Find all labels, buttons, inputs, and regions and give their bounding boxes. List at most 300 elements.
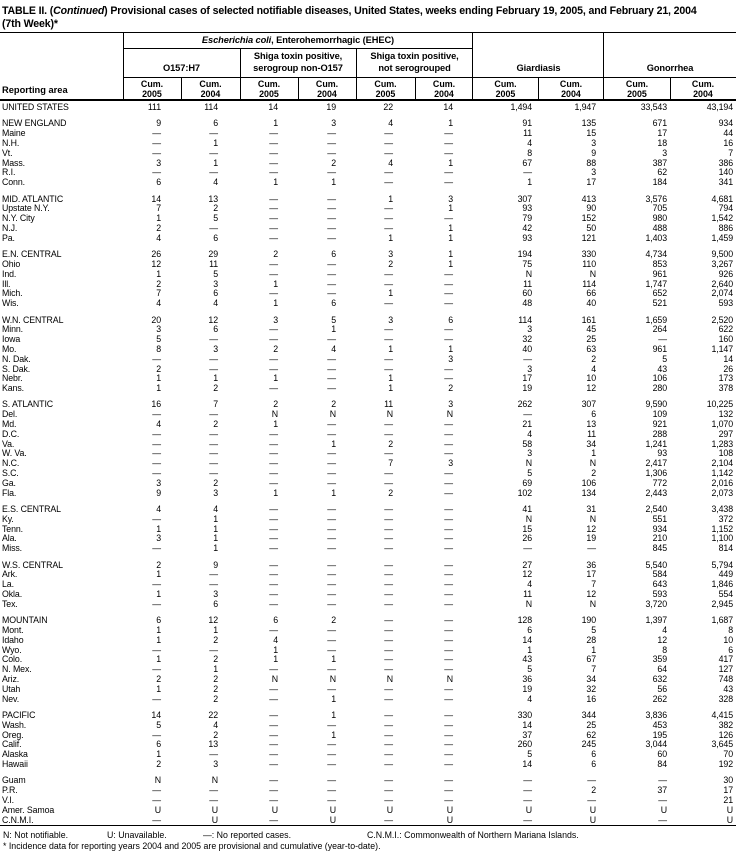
cell: — — [269, 589, 278, 600]
cell: — — [152, 147, 161, 158]
cell: 3 — [213, 343, 218, 354]
row-label: Pa. — [2, 232, 15, 243]
cell: 10,225 — [706, 399, 733, 410]
cell: 1 — [448, 157, 453, 168]
row-label: Upstate N.Y. — [2, 203, 50, 214]
cell: 1,241 — [645, 438, 667, 449]
cell: 67 — [586, 654, 596, 665]
cell: — — [269, 504, 278, 515]
cell: 4 — [527, 428, 532, 439]
cell: 1,142 — [711, 468, 733, 479]
cell: — — [327, 758, 336, 769]
cell: 6 — [273, 615, 278, 626]
cell: 40 — [586, 298, 596, 309]
row-label: C.N.M.I. — [2, 814, 34, 825]
cell: — — [327, 128, 336, 139]
cell: 387 — [652, 157, 667, 168]
col-group-shiga-non-o157 — [240, 51, 356, 74]
cum-year-header: Cum. 2004 — [691, 78, 715, 99]
row-label: Tenn. — [2, 523, 24, 534]
cell: — — [327, 213, 336, 224]
cell: 17 — [586, 177, 596, 188]
cell: — — [384, 775, 393, 786]
cell: 2 — [273, 343, 278, 354]
cell: — — [384, 448, 393, 459]
cell: 32 — [586, 683, 596, 694]
cell: — — [327, 569, 336, 580]
cell: 16 — [723, 137, 733, 148]
cell: 12 — [208, 615, 218, 626]
cell: 106 — [652, 373, 667, 384]
cell: 17 — [522, 373, 532, 384]
row-label: Fla. — [2, 487, 17, 498]
cell: 1 — [448, 222, 453, 233]
section-gap — [0, 554, 736, 561]
cell: — — [327, 288, 336, 299]
cell: 341 — [718, 177, 733, 188]
cell: — — [269, 785, 278, 796]
cell: 521 — [652, 298, 667, 309]
table-row — [0, 600, 736, 610]
cell: 34 — [586, 438, 596, 449]
table-title-week: (7th Week)* — [2, 17, 58, 30]
cell: — — [384, 137, 393, 148]
table-row — [0, 590, 736, 600]
cell: — — [209, 785, 218, 796]
cell: 3 — [156, 477, 161, 488]
cell: 1 — [273, 373, 278, 384]
cell: 16 — [151, 399, 161, 410]
cum-year-header: Cum. 2004 — [559, 78, 583, 99]
cell: — — [444, 523, 453, 534]
table-row — [0, 325, 736, 335]
cell: — — [384, 477, 393, 488]
cell: — — [384, 278, 393, 289]
cell: — — [384, 363, 393, 374]
cell: 75 — [522, 258, 532, 269]
cell: 13 — [586, 419, 596, 430]
cell: 1 — [591, 448, 596, 459]
cell: 4 — [213, 719, 218, 730]
cell: 1 — [273, 654, 278, 665]
cell: — — [269, 448, 278, 459]
cell: — — [384, 739, 393, 750]
cell: — — [269, 477, 278, 488]
cell: — — [444, 729, 453, 740]
cell: 2 — [213, 683, 218, 694]
table-row — [0, 525, 736, 535]
cell: 45 — [586, 324, 596, 335]
cell: 344 — [581, 709, 596, 720]
cell: 4 — [156, 298, 161, 309]
cell: 8 — [156, 343, 161, 354]
cell: 1 — [156, 749, 161, 760]
cum-year-header: Cum. 2005 — [374, 78, 397, 99]
cell: — — [384, 654, 393, 665]
cell: 2 — [331, 615, 336, 626]
cell: 16 — [586, 693, 596, 704]
cell: 2 — [213, 729, 218, 740]
cell: 135 — [581, 118, 596, 129]
cell: 1 — [591, 644, 596, 655]
cell: — — [384, 513, 393, 524]
cell: — — [384, 298, 393, 309]
row-label: W. Va. — [2, 448, 27, 459]
cell: 93 — [522, 232, 532, 243]
cell: 1 — [527, 644, 532, 655]
row-label: Nebr. — [2, 373, 23, 384]
cell: 382 — [718, 719, 733, 730]
cell: — — [327, 794, 336, 805]
cell: — — [327, 363, 336, 374]
row-label: Mont. — [2, 625, 24, 635]
cell: — — [384, 419, 393, 430]
cell: — — [587, 543, 596, 554]
cell: 1,846 — [711, 579, 733, 590]
cell: — — [327, 644, 336, 655]
cell: — — [152, 167, 161, 178]
cell: 245 — [581, 739, 596, 750]
cell: — — [444, 634, 453, 645]
cell: — — [327, 775, 336, 786]
col-group-shiga-not-serogrouped — [356, 51, 473, 74]
cell: — — [658, 794, 667, 805]
cell: — — [384, 167, 393, 178]
row-label: Mo. — [2, 343, 17, 354]
cell: 2 — [213, 203, 218, 214]
row-label: MOUNTAIN — [2, 615, 48, 626]
cell: — — [269, 128, 278, 139]
cell: — — [327, 458, 336, 469]
cell: 4 — [156, 419, 161, 430]
cell: 593 — [652, 589, 667, 600]
cell: — — [209, 448, 218, 459]
cell: U — [154, 804, 161, 815]
cell: N — [525, 598, 532, 609]
cell: U — [660, 804, 667, 815]
table-row — [0, 616, 736, 626]
cell: 26 — [151, 249, 161, 260]
cell: 41 — [522, 504, 532, 515]
row-label: V.I. — [2, 794, 14, 805]
cell: U — [446, 814, 453, 825]
cell: 330 — [581, 249, 596, 260]
row-label: Oreg. — [2, 729, 24, 740]
cell: — — [444, 533, 453, 544]
cell: 50 — [586, 222, 596, 233]
table-row — [0, 695, 736, 705]
cell: 1 — [273, 177, 278, 188]
cell: 2,074 — [711, 288, 733, 299]
cell: 288 — [652, 428, 667, 439]
cell: 1,494 — [510, 102, 532, 112]
cell: 126 — [718, 729, 733, 740]
cell: 37 — [657, 785, 667, 796]
cell: — — [327, 147, 336, 158]
cell: 5 — [591, 625, 596, 635]
cell: — — [444, 543, 453, 554]
cell: — — [152, 438, 161, 449]
cell: — — [209, 438, 218, 449]
row-label: Idaho — [2, 634, 24, 645]
cell: 3 — [388, 249, 393, 260]
cell: 17 — [586, 569, 596, 580]
cell: 37 — [522, 729, 532, 740]
cell: 192 — [718, 758, 733, 769]
cell: — — [209, 428, 218, 439]
table-bottom-rule — [0, 825, 736, 826]
cell: — — [444, 487, 453, 498]
cell: 7 — [156, 288, 161, 299]
cell: — — [269, 258, 278, 269]
row-label: N.H. — [2, 137, 20, 148]
cell: N — [386, 673, 393, 684]
cell: 134 — [581, 487, 596, 498]
cell: U — [726, 814, 733, 825]
cell: 705 — [652, 203, 667, 214]
cell: 6 — [331, 298, 336, 309]
row-label: Nev. — [2, 693, 20, 704]
cell: — — [384, 729, 393, 740]
cell: — — [384, 213, 393, 224]
cell: — — [384, 589, 393, 600]
cell: 5 — [213, 268, 218, 279]
cell: 19 — [522, 383, 532, 394]
cell: — — [444, 324, 453, 335]
cell: 1 — [388, 373, 393, 384]
cell: 6 — [213, 288, 218, 299]
cell: — — [327, 419, 336, 430]
table-row — [0, 335, 736, 345]
cell: 91 — [522, 118, 532, 129]
cell: — — [327, 749, 336, 760]
cell: — — [269, 729, 278, 740]
cell: 140 — [718, 167, 733, 178]
cell: 6 — [728, 644, 733, 655]
cell: — — [444, 739, 453, 750]
cell: 14 — [151, 709, 161, 720]
cell: 34 — [586, 673, 596, 684]
shiga-not-sero-line2: not serogrouped — [378, 62, 451, 73]
cell: — — [444, 477, 453, 488]
cell: 8 — [527, 147, 532, 158]
cell: 132 — [718, 409, 733, 420]
cell: — — [444, 615, 453, 626]
cell: 413 — [581, 193, 596, 204]
cell: — — [327, 222, 336, 233]
cell: 1 — [448, 249, 453, 260]
cell: 18 — [657, 137, 667, 148]
cell: 2 — [388, 438, 393, 449]
cell: — — [269, 693, 278, 704]
cell: 1 — [388, 383, 393, 394]
row-label: N.C. — [2, 458, 20, 469]
table-row — [0, 449, 736, 459]
cell: 264 — [652, 324, 667, 335]
cell: — — [523, 794, 532, 805]
cell: 1 — [331, 654, 336, 665]
cell: 29 — [208, 249, 218, 260]
cell: 1 — [331, 487, 336, 498]
cell: — — [444, 468, 453, 479]
table-row — [0, 159, 736, 169]
cell: 3 — [591, 167, 596, 178]
cell: — — [269, 749, 278, 760]
cell: 359 — [652, 654, 667, 665]
row-label: Alaska — [2, 749, 28, 760]
cell: — — [523, 775, 532, 786]
cell: — — [384, 203, 393, 214]
section-gap — [0, 244, 736, 251]
table-row — [0, 345, 736, 355]
cell: U — [589, 804, 596, 815]
cell: 632 — [652, 673, 667, 684]
cell: — — [152, 814, 161, 825]
cell: 3 — [448, 458, 453, 469]
cell: 1 — [156, 523, 161, 534]
table-row — [0, 168, 736, 178]
cell: 1 — [331, 324, 336, 335]
cell: 3,836 — [645, 709, 667, 720]
cell: 2 — [156, 278, 161, 289]
cell: 6 — [156, 739, 161, 750]
cell: 6 — [448, 314, 453, 325]
cell: 5,794 — [711, 559, 733, 570]
table-title — [2, 5, 734, 30]
cell: — — [209, 468, 218, 479]
cell: 1,459 — [711, 232, 733, 243]
cell: 12 — [522, 569, 532, 580]
cell: — — [152, 428, 161, 439]
row-label: Guam — [2, 775, 26, 786]
table-row — [0, 280, 736, 290]
cell: 961 — [652, 268, 667, 279]
cell: — — [269, 203, 278, 214]
cell: 378 — [718, 383, 733, 394]
shiga-non-o157-line1: Shiga toxin positive, — [253, 51, 343, 61]
cell: — — [444, 654, 453, 665]
cell: — — [587, 775, 596, 786]
cell: — — [384, 615, 393, 626]
cell: 8 — [662, 644, 667, 655]
table-title-rest: Provisional cases of selected notifiable diseases, United States, weeks ending February 19, 2005, and February 21, 2004 — [110, 5, 697, 17]
cell: 79 — [522, 213, 532, 224]
col-group-o157: O157:H7 — [162, 63, 201, 73]
cell: 6 — [213, 232, 218, 243]
table-row — [0, 384, 736, 394]
table-row — [0, 515, 736, 525]
row-label: UNITED STATES — [2, 102, 69, 112]
table-row — [0, 675, 736, 685]
cell: 62 — [586, 729, 596, 740]
cell: — — [327, 137, 336, 148]
cell: — — [209, 167, 218, 178]
cell: — — [384, 559, 393, 570]
cell: 4,734 — [645, 249, 667, 260]
row-label: Ill. — [2, 278, 11, 289]
section-gap — [0, 113, 736, 120]
row-label: D.C. — [2, 428, 20, 439]
cell: 1 — [448, 232, 453, 243]
cell: 108 — [718, 448, 733, 459]
cell: 934 — [652, 523, 667, 534]
cum-year-header: Cum. 2005 — [625, 78, 649, 99]
row-label: Ala. — [2, 533, 17, 544]
cell: N — [271, 409, 278, 420]
cell: 1,283 — [711, 438, 733, 449]
cell: 1 — [156, 654, 161, 665]
table-title-continued: Continued — [53, 5, 105, 17]
cell: 814 — [718, 543, 733, 554]
cell: 25 — [586, 334, 596, 345]
cell: 1 — [213, 373, 218, 384]
cell: 1,542 — [711, 213, 733, 224]
cell: 11 — [523, 278, 532, 289]
table-row — [0, 420, 736, 430]
cell: — — [152, 458, 161, 469]
ehec-group-label — [123, 35, 473, 47]
cell: 10 — [586, 373, 596, 384]
table-row — [0, 760, 736, 770]
cell: — — [209, 458, 218, 469]
cell: 3 — [213, 278, 218, 289]
cell: U — [446, 804, 453, 815]
cell: 2 — [591, 468, 596, 479]
cell: — — [269, 468, 278, 479]
cell: — — [384, 664, 393, 675]
table-row — [0, 299, 736, 309]
cell: 1 — [331, 177, 336, 188]
cell: U — [211, 804, 218, 815]
table-row — [0, 400, 736, 410]
cell: — — [209, 409, 218, 420]
cell: — — [523, 543, 532, 554]
cell: 1,687 — [711, 615, 733, 626]
cell: 6 — [213, 324, 218, 335]
cell: 7 — [388, 458, 393, 469]
cell: 1 — [213, 523, 218, 534]
cell: 1,659 — [645, 314, 667, 325]
cell: 4 — [156, 504, 161, 515]
cell: — — [152, 729, 161, 740]
cell: 3,576 — [645, 193, 667, 204]
cell: 14 — [723, 353, 733, 364]
cell: 12 — [151, 258, 161, 269]
cell: 1,147 — [711, 343, 733, 354]
cell: 3 — [662, 147, 667, 158]
header-top-rule — [0, 32, 736, 33]
cell: 9,500 — [711, 249, 733, 260]
cell: — — [384, 334, 393, 345]
cell: — — [152, 409, 161, 420]
cell: — — [384, 814, 393, 825]
cell: — — [384, 579, 393, 590]
cell: 6 — [591, 409, 596, 420]
cell: 3 — [331, 118, 336, 129]
cell: 1 — [273, 278, 278, 289]
cell: — — [327, 625, 336, 635]
table-row — [0, 570, 736, 580]
cell: 109 — [652, 409, 667, 420]
cell: — — [327, 739, 336, 750]
cell: 63 — [586, 343, 596, 354]
cell: — — [209, 334, 218, 345]
cell: 42 — [522, 222, 532, 233]
cell: 2 — [213, 693, 218, 704]
row-label: MID. ATLANTIC — [2, 193, 64, 204]
cell: 4 — [213, 298, 218, 309]
cell: — — [384, 785, 393, 796]
